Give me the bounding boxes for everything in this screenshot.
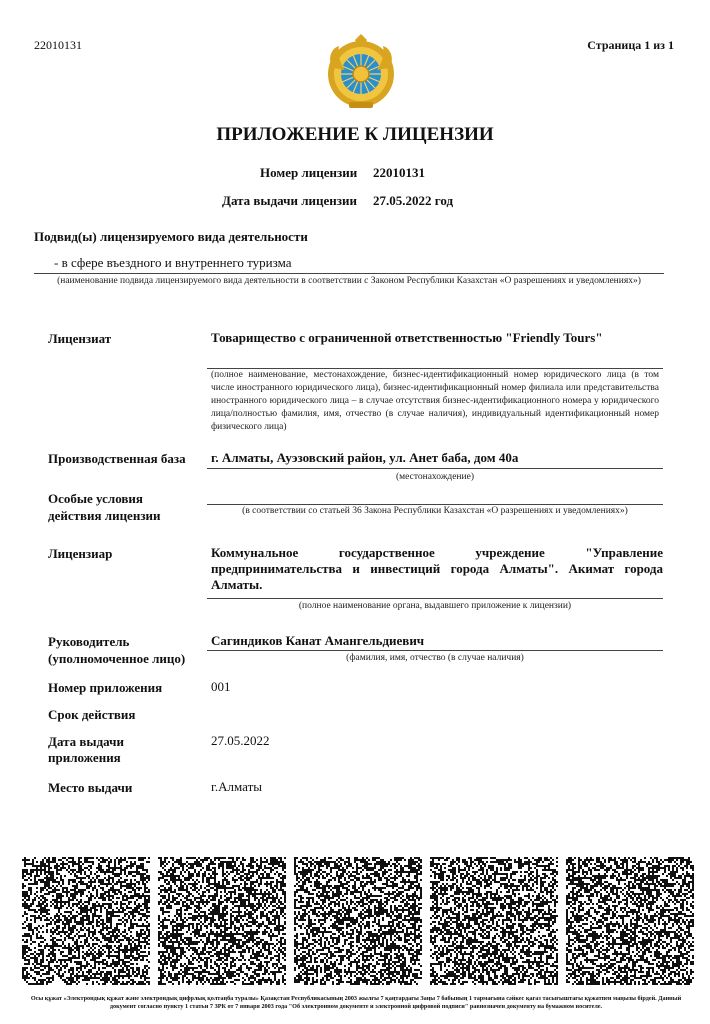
- special-conditions-note: (в соответствии со статьей 36 Закона Республики Казахстан «О разрешениях и уведомлениях»): [242, 506, 628, 516]
- subtype-value: - в сфере въездного и внутреннего туризма: [54, 255, 292, 270]
- place-label: Место выдачи: [48, 780, 133, 795]
- qr-code-icon: [430, 857, 558, 985]
- divider: [207, 598, 663, 599]
- appendix-date-value: 27.05.2022: [211, 733, 270, 748]
- qr-code-icon: [566, 857, 694, 985]
- licensee-label: Лицензиат: [48, 331, 112, 346]
- kazakhstan-emblem-icon: [323, 34, 399, 110]
- document-number: 22010131: [34, 38, 82, 52]
- qr-code-icon: [22, 857, 150, 985]
- production-base-label: Производственная база: [48, 451, 186, 466]
- qr-code-icon: [158, 857, 286, 985]
- issue-date-value: 27.05.2022 год: [373, 193, 454, 208]
- license-number-label: Номер лицензии: [260, 165, 358, 180]
- divider: [207, 468, 663, 469]
- head-value: Сагиндиков Канат Амангельдиевич: [211, 633, 425, 648]
- licensor-label: Лицензиар: [48, 546, 113, 561]
- subtype-heading: Подвид(ы) лицензируемого вида деятельности: [34, 229, 308, 244]
- licensor-value: Коммунальное государственное учреждение "Управление предпринимательства и инвестиций города Алматы". Акимат города Алматы.: [211, 545, 663, 592]
- head-label-1: Руководитель: [48, 634, 130, 649]
- place-value: г.Алматы: [211, 779, 262, 794]
- appendix-date-label-2: приложения: [48, 750, 121, 765]
- appendix-date-label-1: Дата выдачи: [48, 734, 124, 749]
- head-label-2: (уполномоченное лицо): [48, 651, 186, 666]
- production-base-note: (местонахождение): [396, 472, 474, 482]
- production-base-value: г. Алматы, Ауэзовский район, ул. Анет баба, дом 40а: [211, 450, 519, 465]
- page-info: Страница 1 из 1: [587, 38, 674, 52]
- issue-date-label: Дата выдачи лицензии: [222, 193, 357, 208]
- licensee-note: (полное наименование, местонахождение, бизнес-идентификационный номер юридического лица (в том числе иностранного юридического лица), бизнес-идентификационный номер филиала или представительства иностранного юридического лица – в случае отсутствия бизнес-идентификационного номера у юридического лица/полностью фамилия, имя, отчество (в случае наличия), индивидуальный идентификационный номер физического лица): [211, 370, 659, 432]
- page-title: ПРИЛОЖЕНИЕ К ЛИЦЕНЗИИ: [216, 124, 494, 145]
- special-conditions-label-1: Особые условия: [48, 491, 143, 506]
- special-conditions-label-2: действия лицензии: [48, 508, 161, 523]
- qr-code-icon: [294, 857, 422, 985]
- licensor-note: (полное наименование органа, выдавшего приложение к лицензии): [298, 601, 572, 611]
- divider: [207, 650, 663, 651]
- validity-label: Срок действия: [48, 707, 136, 722]
- head-note: (фамилия, имя, отчество (в случае наличия): [346, 653, 524, 663]
- license-number-value: 22010131: [373, 165, 425, 180]
- licensee-value: Товарищество с ограниченной ответственностью "Friendly Tours": [211, 330, 603, 345]
- appendix-number-value: 001: [211, 679, 231, 694]
- appendix-number-label: Номер приложения: [48, 680, 163, 695]
- legal-footer: Осы құжат «Электрондық құжат және электрондық цифрлық қолтаңба туралы» Қазақстан Республикасының 2003 жылғы 7 қаңтардағы Заңы 7 бабының 1 тармағына сәйкес қағаз тасығыштағы құжатпен маңызы бірдей. Данный документ согласно пункту 1 статьи 7 ЗРК от 7 января 2003 года "Об электронном документе и электронной цифровой подписи" равнозначен документу на бумажном носителе.: [30, 995, 682, 1010]
- divider: [34, 273, 664, 274]
- subtype-note: (наименование подвида лицензируемого вида деятельности в соответствии с Законом Республики Казахстан «О разрешениях и уведомлениях»): [57, 276, 641, 286]
